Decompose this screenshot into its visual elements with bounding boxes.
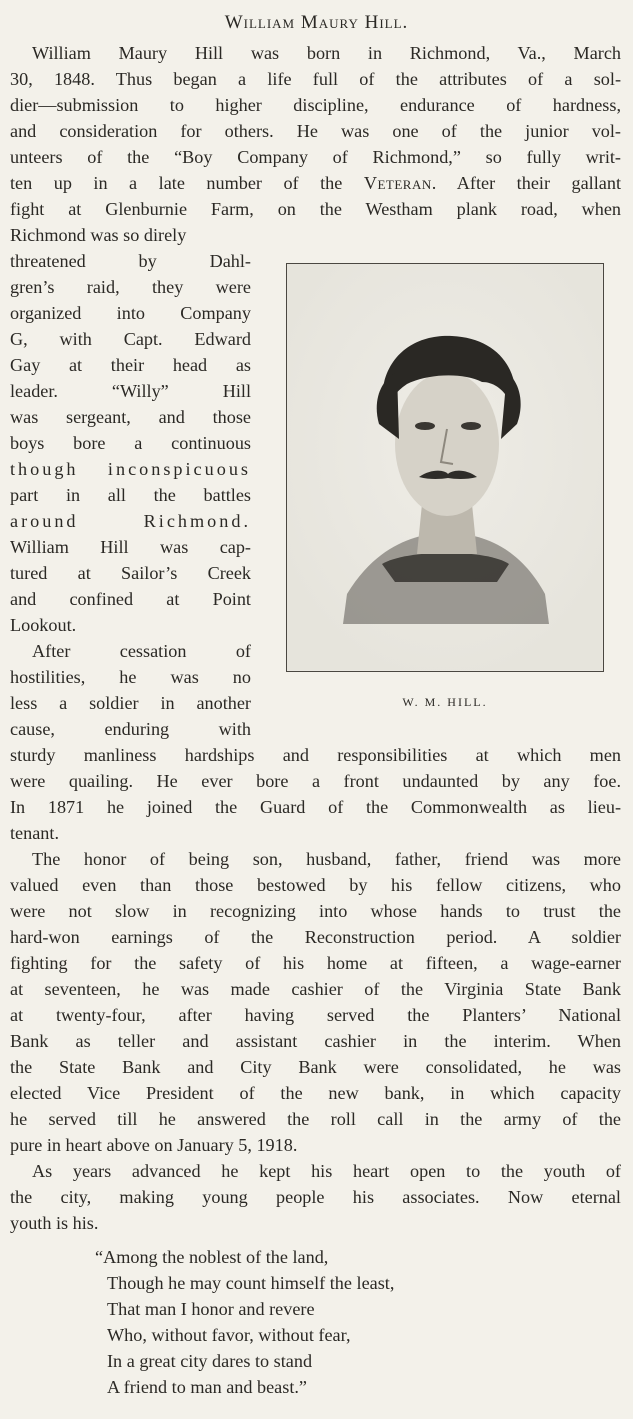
text-line: threatened by Dahl- bbox=[10, 251, 251, 271]
portrait-image bbox=[287, 264, 602, 670]
text-line: Gay at their head as bbox=[10, 355, 251, 375]
text-line: at twenty-four, after having served the Planters’ National bbox=[10, 1005, 621, 1025]
poem-line: Though he may count himself the least, bbox=[107, 1273, 395, 1293]
text-line-part: . After their gallant bbox=[431, 173, 621, 193]
text-line: elected Vice President of the new bank, in which capacity bbox=[10, 1083, 621, 1103]
text-line: around Richmond. bbox=[10, 511, 251, 531]
text-line: Bank as teller and assistant cashier in the interim. When bbox=[10, 1031, 621, 1051]
text-line-part: ten up in a late number of the bbox=[10, 173, 343, 193]
poem-line: That man I honor and revere bbox=[107, 1299, 315, 1319]
text-line: William Maury Hill was born in Richmond, Va., March bbox=[32, 43, 621, 63]
text-line: Richmond was so direly bbox=[10, 225, 187, 245]
text-line: youth is his. bbox=[10, 1213, 99, 1233]
text-line: at seventeen, he was made cashier of the Virginia State Bank bbox=[10, 979, 621, 999]
text-line: fight at Glenburnie Farm, on the Westham plank road, when bbox=[10, 199, 621, 219]
veteran-ref: Veteran bbox=[363, 173, 432, 193]
text-line: sturdy manliness hardships and responsibilities at which men bbox=[10, 745, 621, 765]
text-line: was sergeant, and those bbox=[10, 407, 251, 427]
poem-line: A friend to man and beast.” bbox=[107, 1377, 307, 1397]
text-line: Lookout. bbox=[10, 615, 77, 635]
text-line: unteers of the “Boy Company of Richmond,” so fully writ- bbox=[10, 147, 621, 167]
text-line: were not slow in recognizing into whose hands to trust the bbox=[10, 901, 621, 921]
text-line: the State Bank and City Bank were consolidated, he was bbox=[10, 1057, 621, 1077]
text-line: As years advanced he kept his heart open to the youth of bbox=[32, 1161, 621, 1181]
text-line: The honor of being son, husband, father, friend was more bbox=[32, 849, 621, 869]
text-line: were quailing. He ever bore a front undaunted by any foe. bbox=[10, 771, 621, 791]
poem-line: Who, without favor, without fear, bbox=[107, 1325, 351, 1345]
text-line: William Hill was cap- bbox=[10, 537, 251, 557]
poem-line: In a great city dares to stand bbox=[107, 1351, 313, 1371]
text-line: part in all the battles bbox=[10, 485, 251, 505]
text-line: hard-won earnings of the Reconstruction period. A soldier bbox=[10, 927, 621, 947]
text-line: In 1871 he joined the Guard of the Commonwealth as lieu- bbox=[10, 797, 621, 817]
text-line: boys bore a continuous bbox=[10, 433, 251, 453]
poem-line: “Among the noblest of the land, bbox=[95, 1247, 329, 1267]
text-line: fighting for the safety of his home at fifteen, a wage-earner bbox=[10, 953, 621, 973]
text-line: tenant. bbox=[10, 823, 59, 843]
text-line bbox=[10, 170, 621, 196]
photo-caption: W. M. HILL. bbox=[402, 695, 488, 709]
portrait-photo bbox=[286, 263, 604, 672]
text-line: he served till he answered the roll call in the army of the bbox=[10, 1109, 621, 1129]
text-line: G, with Capt. Edward bbox=[10, 329, 251, 349]
text-line: though inconspicuous bbox=[10, 459, 251, 479]
text-line: dier—submission to higher discipline, endurance of hardness, bbox=[10, 95, 621, 115]
text-line: 30, 1848. Thus began a life full of the attributes of a sol- bbox=[10, 69, 621, 89]
article-title: William Maury Hill. bbox=[224, 12, 409, 33]
text-line: less a soldier in another bbox=[10, 693, 251, 713]
text-line: gren’s raid, they were bbox=[10, 277, 251, 297]
text-line: pure in heart above on January 5, 1918. bbox=[10, 1135, 298, 1155]
text-line: valued even than those bestowed by his fellow citizens, who bbox=[10, 875, 621, 895]
text-line: After cessation of bbox=[32, 641, 251, 661]
text-line: the city, making young people his associates. Now eternal bbox=[10, 1187, 621, 1207]
text-line: leader. “Willy” Hill bbox=[10, 381, 251, 401]
text-line: cause, enduring with bbox=[10, 719, 251, 739]
text-line: tured at Sailor’s Creek bbox=[10, 563, 251, 583]
text-line: hostilities, he was no bbox=[10, 667, 251, 687]
text-line: and consideration for others. He was one of the junior vol- bbox=[10, 121, 621, 141]
text-line: and confined at Point bbox=[10, 589, 251, 609]
text-line: organized into Company bbox=[10, 303, 251, 323]
